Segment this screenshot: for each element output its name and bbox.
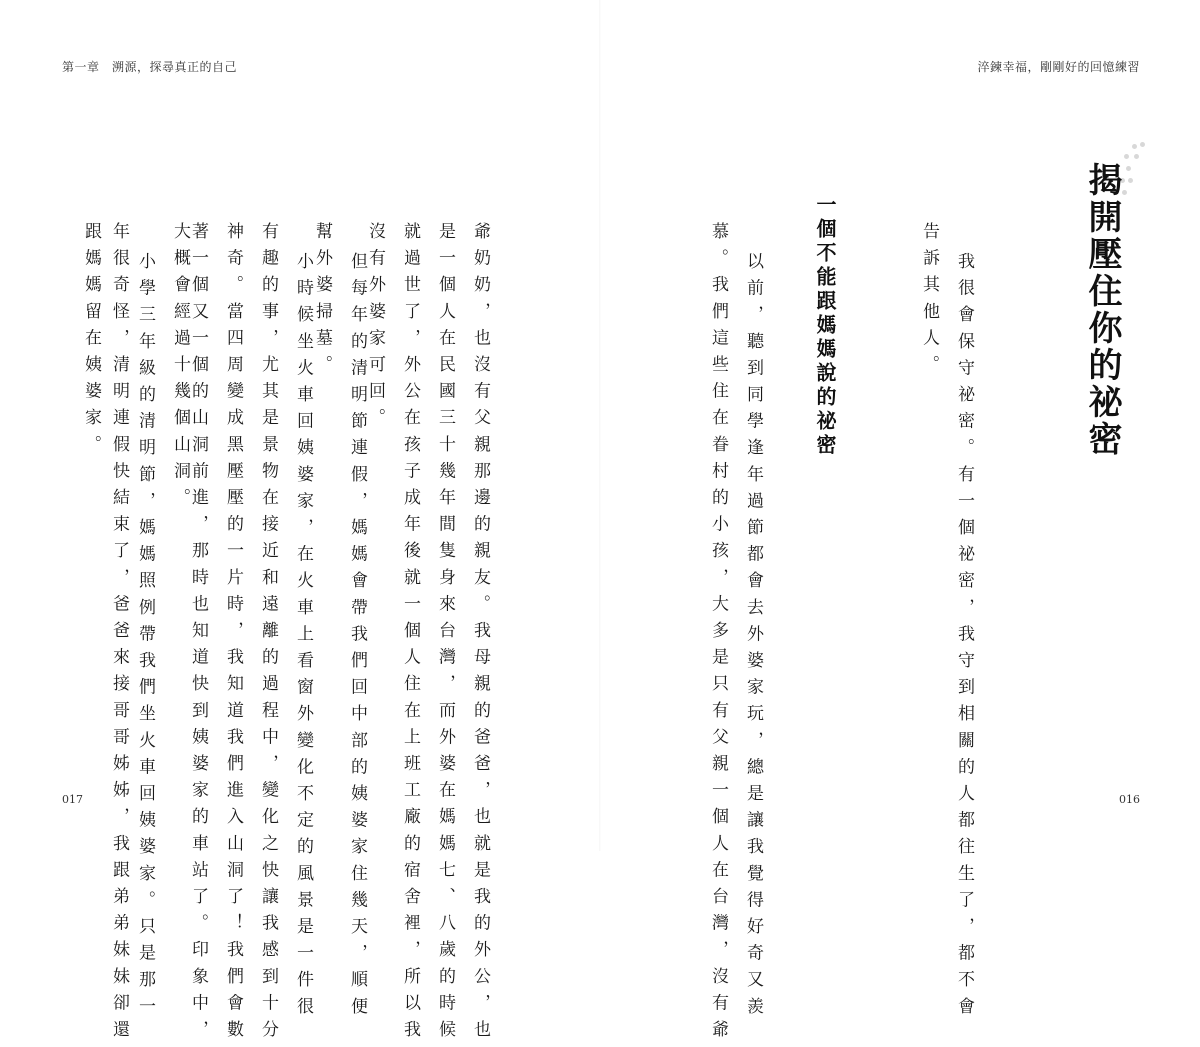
page-number-right: 016 bbox=[1119, 793, 1140, 806]
body-line-1: 我很會保守祕密。有一個祕密，我守到相關的人都往生了，都不會 bbox=[954, 252, 974, 1024]
body-line-4: 慕。我們這些住在眷村的小孩，大多是只有父親一個人在台灣，沒有爺 bbox=[708, 222, 728, 1047]
decorative-dots-icon bbox=[1118, 140, 1148, 210]
body-line-14: 著一個又一個的山洞前進，那時也知道快到姨婆家的車站了。印象中， bbox=[188, 222, 208, 1047]
page-number-left: 017 bbox=[62, 793, 83, 806]
body-line-8: 沒有外婆家可回。 bbox=[365, 222, 385, 435]
page-gutter bbox=[599, 0, 601, 851]
body-line-9: 但每年的清明節連假，媽媽會帶我們回中部的姨婆家住幾天，順便 bbox=[347, 252, 367, 1024]
body-line-18: 跟媽媽留在姨婆家。 bbox=[81, 222, 101, 462]
running-head-left: 第一章 溯源，探尋真正的自己 bbox=[62, 60, 238, 74]
body-line-5: 爺奶奶，也沒有父親那邊的親友。我母親的爸爸，也就是我的外公，也 bbox=[470, 222, 490, 1047]
body-line-12: 有趣的事，尤其是景物在接近和遠離的過程中，變化之快讓我感到十分 bbox=[258, 222, 278, 1047]
body-line-17: 年很奇怪，清明連假快結束了，爸爸來接哥哥姊姊，我跟弟弟妹妹卻還 bbox=[109, 222, 129, 1047]
body-line-6: 是一個人在民國三十幾年間隻身來台灣，而外婆在媽媽七、八歲的時候 bbox=[435, 222, 455, 1047]
body-line-2: 告訴其他人。 bbox=[919, 222, 939, 382]
body-line-16: 小學三年級的清明節，媽媽照例帶我們坐火車回姨婆家。只是那一 bbox=[135, 252, 155, 1024]
body-line-15: 大概會經過十幾個山洞。 bbox=[170, 222, 190, 515]
section-subtitle: 一個不能跟媽媽說的祕密 bbox=[813, 194, 837, 458]
running-head-right: 淬鍊幸福，剛剛好的回憶練習 bbox=[977, 60, 1140, 74]
body-line-7: 就過世了，外公在孩子成年後就一個人住在上班工廠的宿舍裡，所以我 bbox=[400, 222, 420, 1047]
body-line-13: 神奇。當四周變成黑壓壓的一片時，我知道我們進入山洞了！我們會數 bbox=[223, 222, 243, 1047]
body-line-11: 小時候坐火車回姨婆家，在火車上看窗外變化不定的風景是一件很 bbox=[293, 252, 313, 1024]
body-line-3: 以前，聽到同學逢年過節都會去外婆家玩，總是讓我覺得好奇又羨 bbox=[743, 252, 763, 1024]
section-title: 揭開壓住你的祕密 bbox=[1082, 162, 1122, 458]
body-line-10: 幫外婆掃墓。 bbox=[312, 222, 332, 382]
